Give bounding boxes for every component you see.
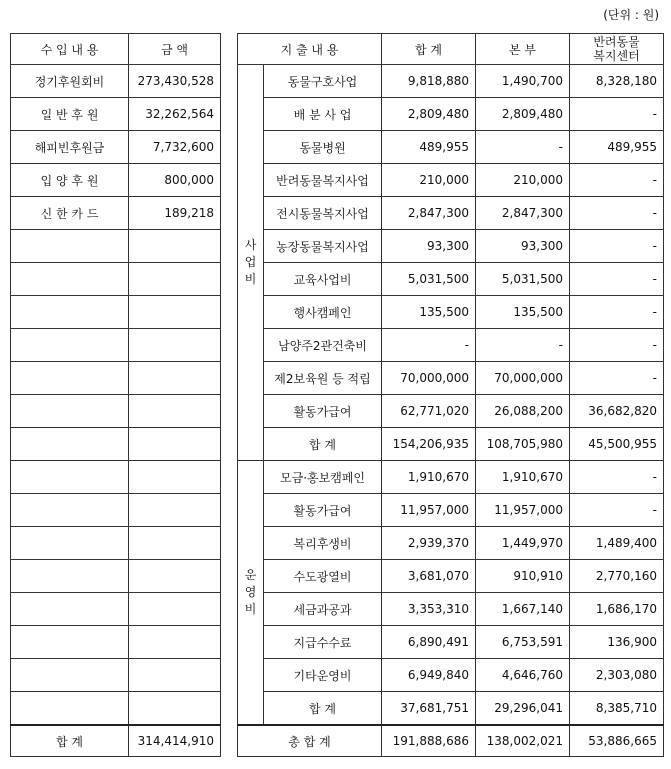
income-row-item: 신 한 카 드 xyxy=(11,197,129,230)
income-row-amount xyxy=(129,362,221,395)
operation-row-sum: 6,890,491 xyxy=(382,626,476,659)
business-row-main: 93,300 xyxy=(476,230,570,263)
income-row-amount: 7,732,600 xyxy=(129,131,221,164)
income-row xyxy=(11,131,221,164)
income-row-amount xyxy=(129,593,221,626)
income-row xyxy=(11,164,221,197)
grand-total-row xyxy=(238,725,664,757)
income-row-amount: 189,218 xyxy=(129,197,221,230)
grand-total-center: 53,886,665 xyxy=(570,725,664,757)
income-row-item xyxy=(11,461,129,494)
income-row-item xyxy=(11,395,129,428)
income-header-amount: 금 액 xyxy=(129,34,221,65)
income-header-row xyxy=(11,34,221,65)
income-row-item: 해피빈후원금 xyxy=(11,131,129,164)
income-row-amount xyxy=(129,296,221,329)
income-row-amount xyxy=(129,263,221,296)
business-row-item: 동물구호사업 xyxy=(264,65,382,98)
business-category-label xyxy=(238,65,264,461)
income-total-label: 합 계 xyxy=(11,725,129,757)
income-row-item xyxy=(11,329,129,362)
operation-row-center: 2,770,160 xyxy=(570,560,664,593)
grand-total-main: 138,002,021 xyxy=(476,725,570,757)
income-row xyxy=(11,263,221,296)
income-row-item: 정기후원회비 xyxy=(11,65,129,98)
operation-row-item: 지급수수료 xyxy=(264,626,382,659)
income-row xyxy=(11,461,221,494)
operation-row xyxy=(238,494,664,527)
income-row xyxy=(11,659,221,692)
business-row-sum: 135,500 xyxy=(382,296,476,329)
income-row xyxy=(11,362,221,395)
income-row xyxy=(11,329,221,362)
business-row-item: 전시동물복지사업 xyxy=(264,197,382,230)
income-row xyxy=(11,65,221,98)
business-row xyxy=(238,395,664,428)
business-row-item: 배 분 사 업 xyxy=(264,98,382,131)
business-row-main: 2,847,300 xyxy=(476,197,570,230)
operation-row-sum: 3,681,070 xyxy=(382,560,476,593)
operation-row-center: 136,900 xyxy=(570,626,664,659)
business-row-main: 2,809,480 xyxy=(476,98,570,131)
income-row-amount: 800,000 xyxy=(129,164,221,197)
operation-row-item: 활동가급여 xyxy=(264,494,382,527)
income-rows xyxy=(11,65,221,726)
business-row-item: 농장동물복지사업 xyxy=(264,230,382,263)
expense-header-row xyxy=(238,34,664,65)
business-row-main: 1,490,700 xyxy=(476,65,570,98)
business-row-main: 210,000 xyxy=(476,164,570,197)
business-rows xyxy=(238,65,664,461)
business-category-char: 사 xyxy=(244,238,257,253)
operation-row-item: 기타운영비 xyxy=(264,659,382,692)
income-row xyxy=(11,428,221,461)
business-row xyxy=(238,263,664,296)
business-row xyxy=(238,131,664,164)
business-row xyxy=(238,329,664,362)
income-row-item: 일 반 후 원 xyxy=(11,98,129,131)
business-row-sum: 93,300 xyxy=(382,230,476,263)
income-row-amount: 32,262,564 xyxy=(129,98,221,131)
business-row-center: 8,328,180 xyxy=(570,65,664,98)
income-row-amount xyxy=(129,230,221,263)
unit-label: (단위 : 원) xyxy=(603,8,659,22)
operation-total-label: 합 계 xyxy=(264,692,382,726)
business-category-char: 업 xyxy=(244,255,257,270)
operation-row-center: 2,303,080 xyxy=(570,659,664,692)
business-row-sum: 62,771,020 xyxy=(382,395,476,428)
business-row xyxy=(238,296,664,329)
expense-table xyxy=(237,33,664,757)
business-row-main: 5,031,500 xyxy=(476,263,570,296)
grand-total-label: 총 합 계 xyxy=(238,725,382,757)
operation-row-center: 1,686,170 xyxy=(570,593,664,626)
operation-row xyxy=(238,626,664,659)
operation-row-main: 1,910,670 xyxy=(476,461,570,494)
business-row-sum: 5,031,500 xyxy=(382,263,476,296)
business-row-center: 489,955 xyxy=(570,131,664,164)
business-row-sum: 2,847,300 xyxy=(382,197,476,230)
grand-total-sum: 191,888,686 xyxy=(382,725,476,757)
operation-total-row xyxy=(238,692,664,726)
business-row-center: - xyxy=(570,329,664,362)
income-row xyxy=(11,593,221,626)
income-row-item xyxy=(11,626,129,659)
operation-category-label xyxy=(238,461,264,726)
operation-row-main: 1,667,140 xyxy=(476,593,570,626)
operation-row-sum: 2,939,370 xyxy=(382,527,476,560)
income-table xyxy=(10,33,221,757)
income-row-amount xyxy=(129,692,221,726)
income-row xyxy=(11,527,221,560)
operation-row-main: 4,646,760 xyxy=(476,659,570,692)
operation-row-item: 세금과공과 xyxy=(264,593,382,626)
business-row-main: 70,000,000 xyxy=(476,362,570,395)
income-row xyxy=(11,296,221,329)
operation-row xyxy=(238,461,664,494)
expense-header-main: 본 부 xyxy=(476,34,570,65)
business-row xyxy=(238,164,664,197)
business-row-item: 활동가급여 xyxy=(264,395,382,428)
operation-category-char: 비 xyxy=(244,601,257,616)
operation-row-sum: 3,353,310 xyxy=(382,593,476,626)
business-row-center: - xyxy=(570,197,664,230)
income-row-item xyxy=(11,494,129,527)
operation-total-center: 8,385,710 xyxy=(570,692,664,726)
business-row-sum: - xyxy=(382,329,476,362)
income-total-amount: 314,414,910 xyxy=(129,725,221,757)
operation-row-sum: 11,957,000 xyxy=(382,494,476,527)
operation-row-main: 11,957,000 xyxy=(476,494,570,527)
income-row-item: 입 양 후 원 xyxy=(11,164,129,197)
operation-total-main: 29,296,041 xyxy=(476,692,570,726)
business-total-center: 45,500,955 xyxy=(570,428,664,461)
operation-row-main: 910,910 xyxy=(476,560,570,593)
income-row-item xyxy=(11,263,129,296)
business-row xyxy=(238,98,664,131)
income-row xyxy=(11,230,221,263)
income-row-amount xyxy=(129,527,221,560)
income-row-item xyxy=(11,296,129,329)
operation-row-main: 1,449,970 xyxy=(476,527,570,560)
business-total-row xyxy=(238,428,664,461)
business-row-main: - xyxy=(476,329,570,362)
income-row xyxy=(11,626,221,659)
operation-row-main: 6,753,591 xyxy=(476,626,570,659)
income-row xyxy=(11,98,221,131)
income-row-amount xyxy=(129,329,221,362)
business-row-center: - xyxy=(570,164,664,197)
business-total-main: 108,705,980 xyxy=(476,428,570,461)
income-row-amount xyxy=(129,428,221,461)
income-row-item xyxy=(11,692,129,726)
income-row-item xyxy=(11,659,129,692)
business-row-center: - xyxy=(570,296,664,329)
business-row-sum: 210,000 xyxy=(382,164,476,197)
operation-row-sum: 1,910,670 xyxy=(382,461,476,494)
business-row xyxy=(238,65,664,98)
income-row-amount xyxy=(129,494,221,527)
business-row-center: 36,682,820 xyxy=(570,395,664,428)
income-row-amount xyxy=(129,659,221,692)
operation-rows xyxy=(238,461,664,726)
income-row xyxy=(11,395,221,428)
expense-header-center: 반려동물 복지센터 xyxy=(570,34,664,65)
business-row-main: - xyxy=(476,131,570,164)
operation-row xyxy=(238,527,664,560)
income-row-item xyxy=(11,527,129,560)
income-header-item: 수 입 내 용 xyxy=(11,34,129,65)
operation-row-item: 수도광열비 xyxy=(264,560,382,593)
operation-row-center: - xyxy=(570,494,664,527)
business-row-center: - xyxy=(570,362,664,395)
income-row xyxy=(11,692,221,726)
income-row-item xyxy=(11,560,129,593)
business-row-item: 교육사업비 xyxy=(264,263,382,296)
income-row-item xyxy=(11,362,129,395)
business-total-label: 합 계 xyxy=(264,428,382,461)
business-row xyxy=(238,197,664,230)
income-row-amount xyxy=(129,626,221,659)
income-row-item xyxy=(11,428,129,461)
business-row-item: 행사캠페인 xyxy=(264,296,382,329)
business-row-main: 26,088,200 xyxy=(476,395,570,428)
income-row-amount: 273,430,528 xyxy=(129,65,221,98)
business-total-sum: 154,206,935 xyxy=(382,428,476,461)
income-row xyxy=(11,197,221,230)
business-row-item: 동물병원 xyxy=(264,131,382,164)
operation-row-sum: 6,949,840 xyxy=(382,659,476,692)
operation-row-item: 모금·홍보캠페인 xyxy=(264,461,382,494)
income-row-item xyxy=(11,230,129,263)
income-row xyxy=(11,494,221,527)
business-row xyxy=(238,362,664,395)
operation-row-center: - xyxy=(570,461,664,494)
expense-header-sum: 합 계 xyxy=(382,34,476,65)
business-row-main: 135,500 xyxy=(476,296,570,329)
business-row-sum: 489,955 xyxy=(382,131,476,164)
operation-row xyxy=(238,593,664,626)
business-row-item: 제2보육원 등 적립 xyxy=(264,362,382,395)
business-row-item: 남양주2관건축비 xyxy=(264,329,382,362)
business-row-item: 반려동물복지사업 xyxy=(264,164,382,197)
income-row-item xyxy=(11,593,129,626)
operation-category-char: 영 xyxy=(244,585,257,600)
business-row-sum: 70,000,000 xyxy=(382,362,476,395)
operation-row-center: 1,489,400 xyxy=(570,527,664,560)
operation-total-sum: 37,681,751 xyxy=(382,692,476,726)
expense-header-item: 지 출 내 용 xyxy=(238,34,382,65)
operation-row xyxy=(238,560,664,593)
income-row-amount xyxy=(129,395,221,428)
business-row-center: - xyxy=(570,263,664,296)
income-row-amount xyxy=(129,461,221,494)
operation-category-char: 운 xyxy=(244,568,257,583)
business-category-char: 비 xyxy=(244,271,257,286)
business-row-center: - xyxy=(570,98,664,131)
operation-row-item: 복리후생비 xyxy=(264,527,382,560)
income-row xyxy=(11,560,221,593)
income-row-amount xyxy=(129,560,221,593)
operation-row xyxy=(238,659,664,692)
income-total-row xyxy=(11,725,221,757)
business-row-sum: 2,809,480 xyxy=(382,98,476,131)
business-row xyxy=(238,230,664,263)
business-row-center: - xyxy=(570,230,664,263)
business-row-sum: 9,818,880 xyxy=(382,65,476,98)
